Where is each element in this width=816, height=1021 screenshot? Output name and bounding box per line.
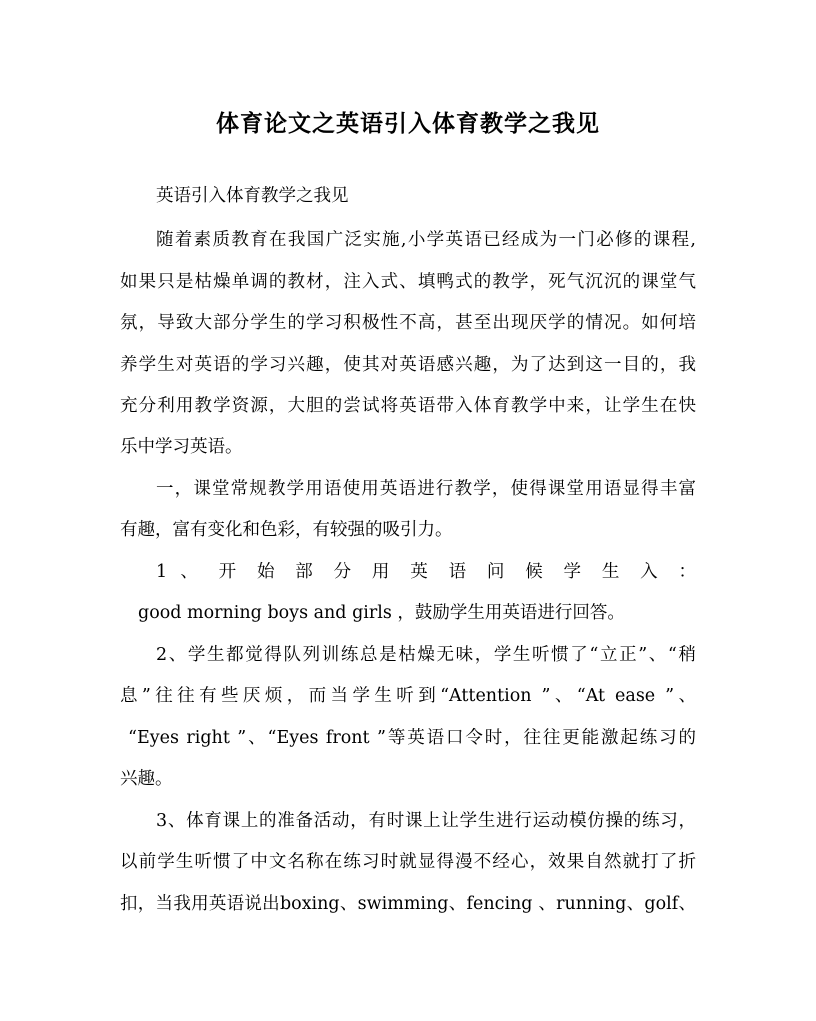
subtitle-line: 英语引入体育教学之我见	[156, 186, 349, 206]
paragraph-line: 息”往往有些厌烦，而当学生听到“Attention ”、“At ease ”、	[120, 686, 696, 706]
paragraph-line: good morning boys and girls ，鼓励学生用英语进行回答。	[138, 603, 625, 623]
paragraph-line: 乐中学习英语。	[120, 437, 243, 457]
paragraph-line: 3、体育课上的准备活动，有时课上让学生进行运动模仿操的练习，	[156, 811, 696, 831]
paragraph-line: 有趣，富有变化和色彩，有较强的吸引力。	[120, 520, 453, 540]
paragraph-line: 兴趣。	[120, 769, 173, 789]
paragraph-line: 氛，导致大部分学生的学习积极性不高，甚至出现厌学的情况。如何培	[120, 313, 696, 333]
paragraph-line: 2、学生都觉得队列训练总是枯燥无味，学生听惯了“立正”、“稍	[156, 645, 696, 665]
paragraph-line: 扣，当我用英语说出boxing、swimming、fencing 、running、golf、	[120, 894, 696, 914]
paragraph-line: 以前学生听惯了中文名称在练习时就显得漫不经心，效果自然就打了折	[120, 852, 696, 872]
document-title: 体育论文之英语引入体育教学之我见	[216, 110, 600, 137]
paragraph-line: 充分利用教学资源，大胆的尝试将英语带入体育教学中来，让学生在快	[120, 396, 696, 416]
paragraph-line: 1 、 开 始 部 分 用 英 语 问 候 学 生 入 ：	[156, 562, 696, 582]
paragraph-line: 一，课堂常规教学用语使用英语进行教学，使得课堂用语显得丰富	[156, 479, 696, 499]
paragraph-line: 如果只是枯燥单调的教材，注入式、填鸭式的教学，死气沉沉的课堂气	[120, 272, 696, 292]
paragraph-line: “Eyes right ”、“Eyes front ”等英语口令时，往往更能激起练习的	[128, 728, 696, 748]
paragraph-line: 随着素质教育在我国广泛实施,小学英语已经成为一门必修的课程,	[156, 230, 696, 250]
paragraph-line: 养学生对英语的学习兴趣，使其对英语感兴趣，为了达到这一目的，我	[120, 355, 696, 375]
